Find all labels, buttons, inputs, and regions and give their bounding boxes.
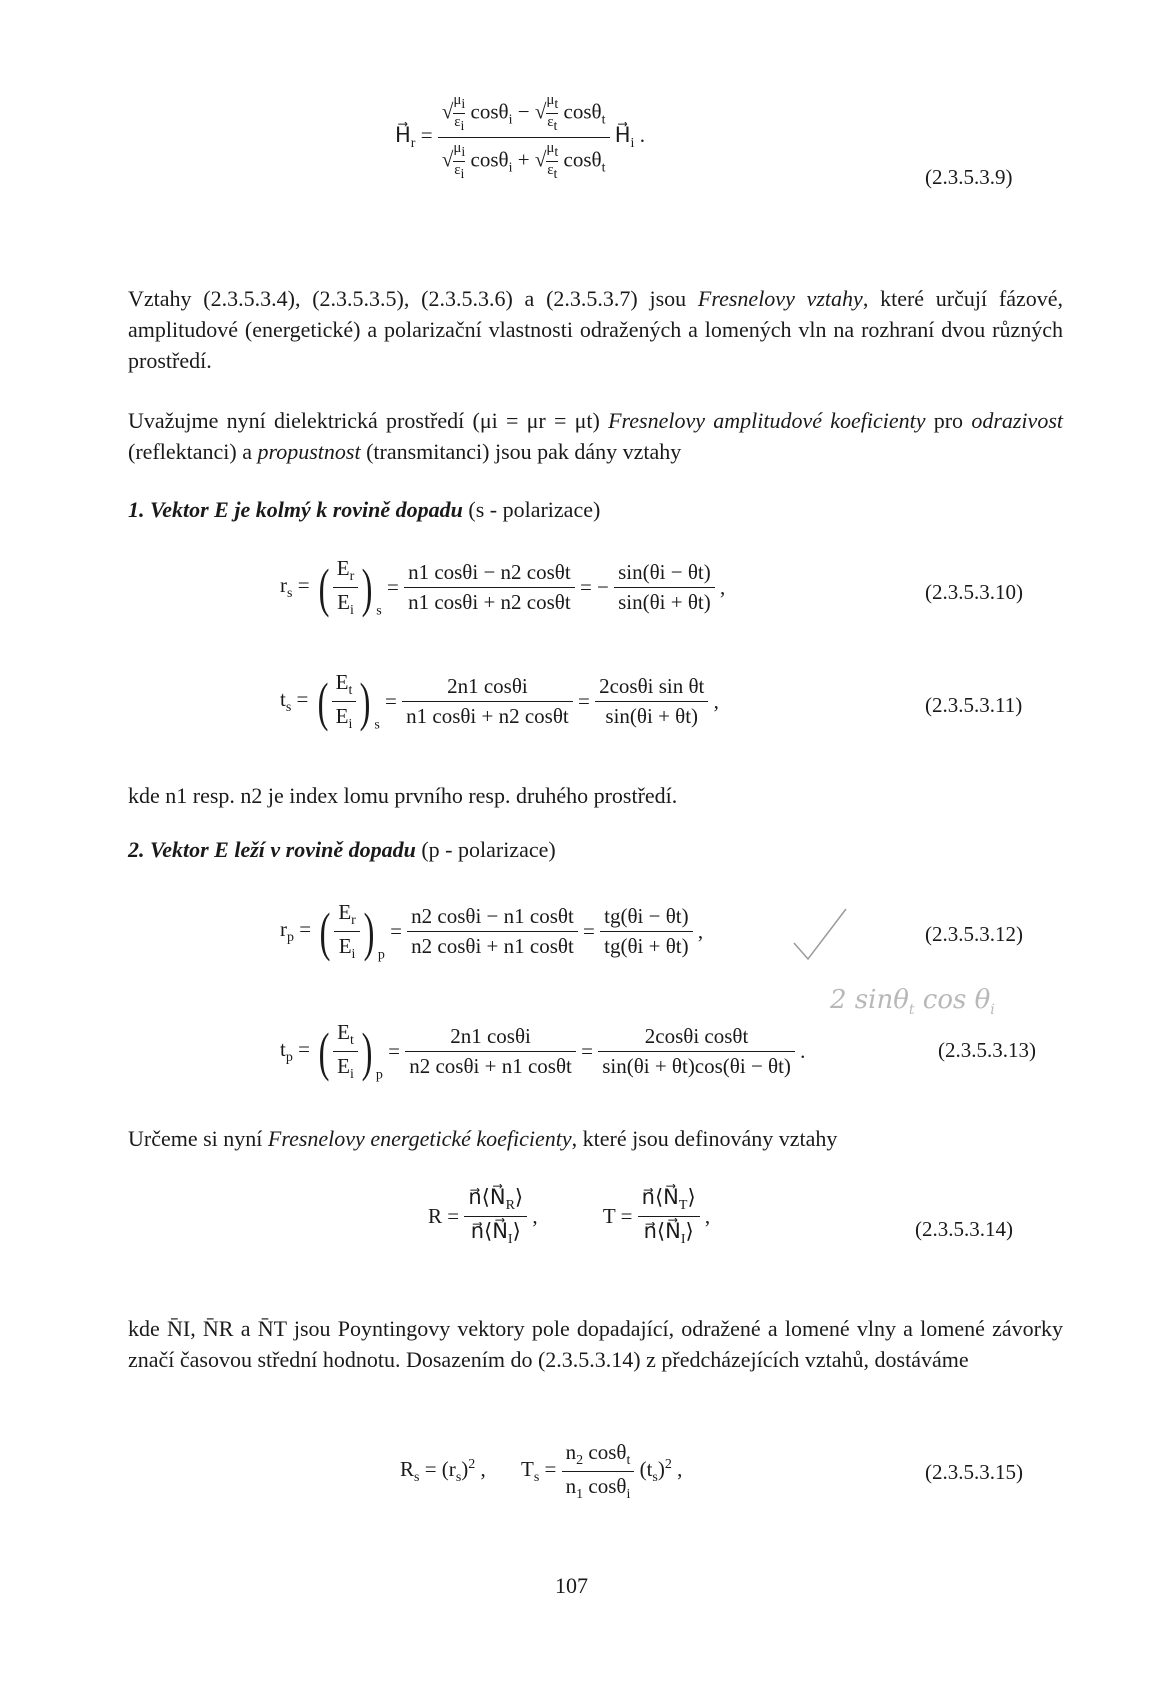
equation-2-3-5-3-14: R = $\frac{n⃗⟨N⃗_R⟩}{n⃗⟨N⃗_I⟩}$ , T = $\frac{n⃗⟨N⃗_T⟩}{n⃗⟨N⃗_I⟩}$ , [428, 1185, 711, 1248]
fraction: $\frac{\text{2cosθi cosθt}}{\sin(\theta i + \theta t)\cos(\theta i - \theta t)}$ [598, 1024, 795, 1079]
fraction: $\frac{2n1 \cos\theta i}{n2 \cos\theta i + n1 \cos\theta t}$ [405, 1024, 576, 1079]
paragraph-poynting: kde N̄I, N̄R a N̄T jsou Poyntingovy vektory pole dopadající, odražené a lomené vlny a lomené závorky značí časovou střední hodnotu. Dosazením do (2.3.5.3.14) z předcházejících vztahů, dostáváme [128, 1316, 1063, 1372]
fraction: $\frac{tg(\theta i - \theta t)}{tg(\theta i + \theta t)}$ [600, 904, 692, 959]
fraction: $\frac{n1 \cos\theta i - n2 \cos\theta t}{n1 \cos\theta i + n2 \cos\theta t}$ [404, 560, 575, 615]
paragraph-energy-coefficients: Určeme si nyní Fresnelovy energetické koeficienty, které jsou definovány vztahy [128, 1126, 838, 1151]
equation-2-3-5-3-12: $r_p$ = ( $\frac{E_r}{E_i}$ ) $_p$ = $\frac{n2 \cos\theta i - n1 \cos\theta t}{n2 \cos\theta i + n1 \cos\theta t}$ = $\frac{tg(\theta i - \theta t)}{tg(\theta i + \theta t)}$ , [280, 900, 704, 963]
fraction: $\frac{\sin(\theta i - \theta t)}{\sin(\theta i + \theta t)}$ [614, 560, 715, 615]
handwritten-annotation: 2 sinθ$_t$ $\cos \theta_i$ [830, 985, 995, 1019]
equation-2-3-5-3-11: $t_s$ = ( $\frac{E_t}{E_i}$ ) $_s$ = $\frac{2n1 \cos\theta i}{n1 \cos\theta i + n2 \cos\theta t}$ = $\frac{\text{2cosθi sin θt}}{\sin(\theta i + \theta t)}$ , [280, 670, 719, 733]
equation-number: (2.3.5.3.10) [925, 580, 1023, 604]
fraction: $\frac{\text{2cosθi sin θt}}{\sin(\theta i + \theta t)}$ [595, 674, 708, 729]
paragraph-fresnel-intro: Vztahy (2.3.5.3.4), (2.3.5.3.5), (2.3.5.3.6) a (2.3.5.3.7) jsou Fresnelovy vztahy, které určují fázové, amplitudové (energetické) a polarizační vlastnosti odražených a lomených vln na rozhraní dvou různých prostředí. [128, 286, 1064, 373]
equation-number: (2.3.5.3.9) [925, 165, 1013, 189]
section-heading-p-polarization: 2. Vektor E leží v rovině dopadu (p - polarizace) [128, 837, 556, 862]
fraction: √ $\frac{\mu_i}{\varepsilon_i} \cos\theta_i$ − √ $\frac{\mu_t}{\varepsilon_t} \cos\theta_t$ √ $\frac{\mu_i}{\varepsilon_i} \cos\theta_i$ + √ $\frac{\mu_t}{\varepsilon_t} \cos\theta_t$ [438, 92, 610, 183]
equation-2-3-5-3-15: $R_s = (r_s)^2$ , $T_s$ = $\frac{n_2 \cos\theta_t}{n_1 \cos\theta_i}$ $(t_s)^2$ , [400, 1440, 683, 1503]
paragraph-dielectric: Uvažujme nyní dielektrická prostředí (μi = μr = μt) Fresnelovy amplitudové koeficienty pro odrazivost (reflektanci) a propustnost (transmitanci) jsou pak dány vztahy [128, 408, 1063, 464]
equation-number: (2.3.5.3.15) [925, 1460, 1023, 1484]
equation-2-3-5-3-13: $t_p$ = ( $\frac{E_t}{E_i}$ ) $_p$ = $\frac{2n1 \cos\theta i}{n2 \cos\theta i + n1 \cos\theta t}$ = $\frac{\text{2cosθi cosθt}}{\sin(\theta i + \theta t)\cos(\theta i - \theta t)}$ . [280, 1020, 806, 1083]
fraction: $\frac{n⃗⟨N⃗_R⟩}{n⃗⟨N⃗_I⟩}$ [464, 1185, 527, 1248]
handwritten-checkmark [790, 905, 850, 965]
equation-2-3-5-3-10: $r_s$ = ( $\frac{E_r}{E_i}$ ) $_s$ = $\frac{n1 \cos\theta i - n2 \cos\theta t}{n1 \cos\theta i + n2 \cos\theta t}$ = − $\frac{\sin(\theta i - \theta t)}{\sin(\theta i + \theta t)}$ , [280, 556, 726, 619]
fraction: $\frac{n_2 \cos\theta_t}{n_1 \cos\theta_i}$ [562, 1440, 635, 1503]
section-heading-s-polarization: 1. Vektor E je kolmý k rovině dopadu (s - polarizace) [128, 497, 601, 522]
paragraph-refractive-index: kde n1 resp. n2 je index lomu prvního resp. druhého prostředí. [128, 783, 678, 808]
equation-number: (2.3.5.3.14) [915, 1217, 1013, 1241]
fraction: $\frac{2n1 \cos\theta i}{n1 \cos\theta i + n2 \cos\theta t}$ [402, 674, 573, 729]
fraction: $\frac{n2 \cos\theta i - n1 \cos\theta t}{n2 \cos\theta i + n1 \cos\theta t}$ [407, 904, 578, 959]
page-number: 107 [555, 1573, 588, 1598]
fraction: $\frac{n⃗⟨N⃗_T⟩}{n⃗⟨N⃗_I⟩}$ [638, 1185, 700, 1248]
equation-number: (2.3.5.3.12) [925, 922, 1023, 946]
equation-number: (2.3.5.3.11) [925, 693, 1023, 717]
equation-2-3-5-3-9: $H⃗_r$ = √ $\frac{\mu_i}{\varepsilon_i} \cos\theta_i$ − √ $\frac{\mu_t}{\varepsilon_t} \cos\theta_t$ √ $\frac{\mu_i}{\varepsilon_i} \cos\theta_i$ + √ $\frac{\mu_t}{\varepsilon_t} \cos\theta_t$ $H⃗_i$ . [395, 92, 645, 182]
equation-number: (2.3.5.3.13) [938, 1038, 1036, 1062]
